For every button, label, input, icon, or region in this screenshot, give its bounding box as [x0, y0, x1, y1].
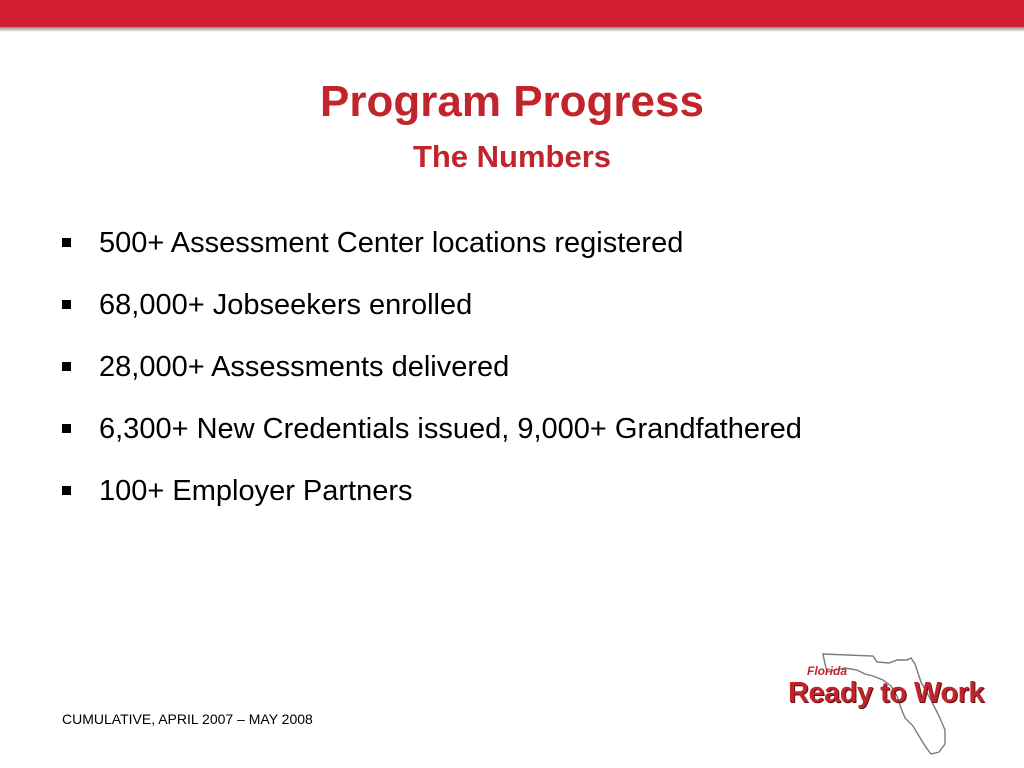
- footnote: CUMULATIVE, APRIL 2007 – MAY 2008: [62, 711, 313, 727]
- top-accent-bar: [0, 0, 1024, 27]
- bullet-item: [62, 350, 802, 412]
- logo-ready-to-work-text: Ready to Work: [788, 677, 985, 709]
- square-bullet-icon: [62, 424, 71, 433]
- bullet-item: [62, 288, 802, 350]
- square-bullet-icon: [62, 300, 71, 309]
- bullet-list: [62, 226, 802, 536]
- florida-ready-to-work-logo: [785, 650, 1010, 760]
- bullet-item: [62, 226, 802, 288]
- bullet-text: 500+ Assessment Center locations registered: [99, 227, 684, 259]
- square-bullet-icon: [62, 486, 71, 495]
- bullet-item: [62, 412, 802, 474]
- slide-title: Program Progress: [320, 77, 704, 126]
- square-bullet-icon: [62, 362, 71, 371]
- bullet-text: 100+ Employer Partners: [99, 475, 413, 507]
- square-bullet-icon: [62, 238, 71, 247]
- bullet-item: [62, 474, 802, 536]
- bullet-text: 68,000+ Jobseekers enrolled: [99, 289, 473, 321]
- bullet-text: 28,000+ Assessments delivered: [99, 351, 510, 383]
- logo-florida-text: Florida: [807, 664, 848, 678]
- bullet-text: 6,300+ New Credentials issued, 9,000+ Grandfathered: [99, 413, 802, 445]
- slide-subtitle: The Numbers: [412, 139, 612, 174]
- top-bar-shadow: [0, 27, 1024, 32]
